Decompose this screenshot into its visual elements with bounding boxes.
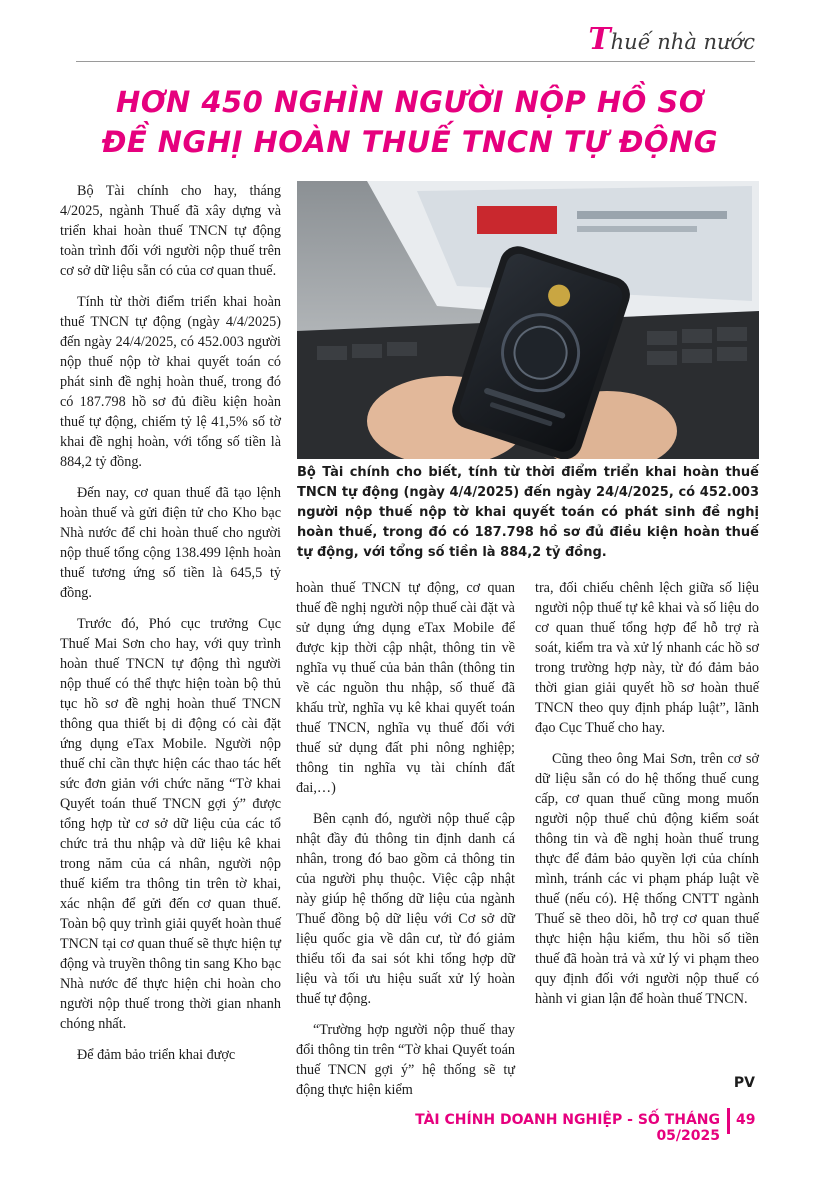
headline-line-2: ĐỀ NGHỊ HOÀN THUẾ TNCN TỰ ĐỘNG (101, 125, 719, 159)
publication-footer: TÀI CHÍNH DOANH NGHIỆP - SỐ THÁNG 05/2025 (415, 1112, 720, 1144)
paragraph: Bên cạnh đó, người nộp thuế cập nhật đầy đủ thông tin định danh cá nhân, trong đó bao gồm cả thông tin của người phụ thuộc. Việc cập nhật này giúp hệ thống dữ liệu của ngành Thuế đồng bộ dữ liệu với Cơ sở dữ liệu quốc gia về dân cư, từ đó giảm thiểu tối đa sai sót khi tổng hợp dữ liệu và tối ưu hiệu suất xử lý hoàn thuế tự động. (296, 811, 515, 1007)
section-rule (76, 61, 755, 62)
article-column-1 (60, 181, 281, 1076)
paragraph: Đến nay, cơ quan thuế đã tạo lệnh hoàn thuế và gửi điện tử cho Kho bạc Nhà nước để chi hoàn thuế cho người nộp thuế tổng cộng 138.499 lệnh hoàn thuế tương ứng số tiền là 645,5 tỷ đồng. (60, 485, 281, 601)
headline-line-1: HƠN 450 NGHÌN NGƯỜI NỘP HỒ SƠ (116, 85, 704, 119)
paragraph: “Trường hợp người nộp thuế thay đổi thông tin trên “Tờ khai Quyết toán thuế TNCN gợi ý” hệ thống sẽ tự động thực hiện kiểm (296, 1022, 515, 1098)
article-photo (297, 181, 759, 459)
section-header (588, 22, 755, 57)
section-initial: T (588, 22, 611, 57)
paragraph: Bộ Tài chính cho hay, tháng 4/2025, ngành Thuế đã xây dựng và triển khai hoàn thuế TNCN tự động toàn trình đối với người nộp thuế trên cơ sở dữ liệu sẵn có của cơ quan thuế. (60, 183, 281, 279)
section-label: huế nhà nước (610, 30, 755, 54)
article-column-2 (296, 578, 515, 1111)
author-byline: PV (733, 1075, 755, 1091)
phone-laptop-photo (297, 181, 759, 459)
paragraph: tra, đối chiếu chênh lệch giữa số liệu người nộp thuế tự kê khai và số liệu do cơ quan thuế tổng hợp để hỗ trợ rà soát, kiểm tra và xử lý nhanh các hồ sơ trong trường hợp này, từ đó đảm bảo thời gian giải quyết hồ sơ hoàn thuế TNCN theo quy định pháp luật”, lãnh đạo Cục Thuế cho hay. (535, 580, 759, 736)
article-column-3 (535, 578, 759, 1020)
paragraph: Cũng theo ông Mai Sơn, trên cơ sở dữ liệu sẵn có do hệ thống thuế cung cấp, cơ quan thuế cũng mong muốn người nộp thuế chủ động kiểm soát thông tin và đề nghị hoàn thuế trung thực để đảm bảo quyền lợi của chính mình, tránh các vi phạm pháp luật về thuế (nếu có). Hệ thống CNTT ngành Thuế sẽ theo dõi, hỗ trợ cơ quan thuế thực hiện hậu kiểm, thu hồi số tiền thuế đã hoàn trả và xử lý vi phạm theo quy định đối với người nộp thuế có hành vi gian lận để hoàn thuế TNCN. (535, 751, 759, 1007)
paragraph: Để đảm bảo triển khai được (77, 1047, 236, 1063)
article-headline (60, 82, 760, 162)
paragraph: hoàn thuế TNCN tự động, cơ quan thuế đề nghị người nộp thuế cài đặt và sử dụng ứng dụng eTax Mobile để được kịp thời cập nhật, thông tin về nghĩa vụ thuế của bản thân (thông tin về các nguồn thu nhập, số thuế đã khấu trừ, nghĩa vụ kê khai quyết toán thuế TNCN, nghĩa vụ thuế đối với thuế sử dụng đất phi nông nghiệp; thông tin nghĩa vụ tài chính đất đai,…) (296, 580, 515, 796)
paragraph: Tính từ thời điểm triển khai hoàn thuế TNCN tự động (ngày 4/4/2025) đến ngày 24/4/2025, có 452.003 người nộp thuế nộp tờ khai quyết toán có phát sinh đề nghị hoàn thuế, trong đó có 187.798 hồ sơ đủ điều kiện hoàn thuế tự động, chiếm tỷ lệ 41,5% số tờ khai đề nghị hoàn, với tổng số tiền là 884,2 tỷ đồng. (60, 294, 281, 470)
page-number: 49 (736, 1112, 756, 1128)
paragraph: Trước đó, Phó cục trưởng Cục Thuế Mai Sơn cho hay, với quy trình hoàn thuế TNCN tự động thì người nộp thuế có thể thực hiện toàn bộ thủ tục hồ sơ đề nghị hoàn thuế TNCN thông qua thiết bị di động có cài đặt ứng dụng eTax Mobile. Người nộp thuế chỉ cần thực hiện các thao tác hết sức đơn giản với chức năng “Tờ khai Quyết toán thuế TNCN gợi ý” được tổng hợp từ cơ sở dữ liệu của các tổ chức trả thu nhập và dữ liệu kê khai trong năm của cá nhân, người nộp thuế kiểm tra thông tin trên tờ khai, xác nhận để gửi đến cơ quan thuế. Toàn bộ quy trình giải quyết hoàn thuế TNCN tại cơ quan thuế sẽ thực hiện tự động và truyền thông tin sang Kho bạc Nhà nước để thực hiện chi hoàn cho người nộp thuế trong thời gian nhanh chóng nhất. (60, 616, 281, 1032)
photo-caption: Bộ Tài chính cho biết, tính từ thời điểm triển khai hoàn thuế TNCN tự động (ngày 4/4/2025) đến ngày 24/4/2025, có 452.003 người nộp thuế nộp tờ khai quyết toán có phát sinh đề nghị hoàn thuế, trong đó có 187.798 hồ sơ đủ điều kiện hoàn thuế tự động, với tổng số tiền là 884,2 tỷ đồng. (297, 465, 759, 560)
footer-divider (727, 1108, 730, 1134)
